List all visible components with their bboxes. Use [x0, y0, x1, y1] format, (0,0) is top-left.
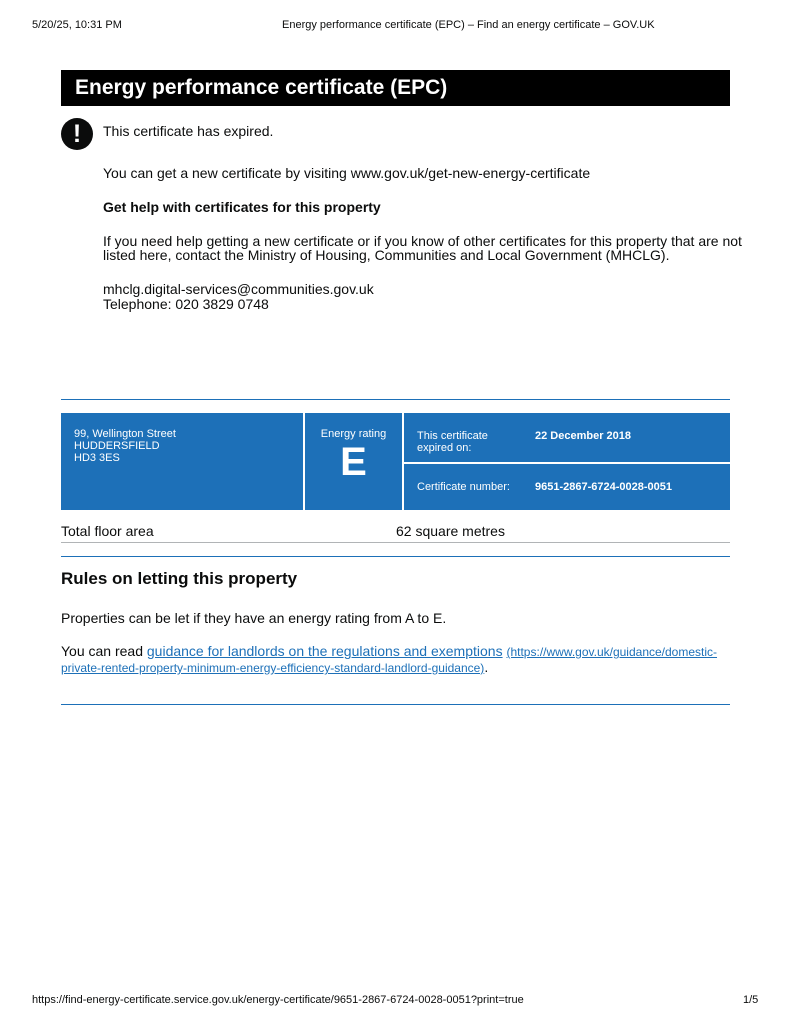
rules-heading: Rules on letting this property: [61, 569, 298, 588]
address-line1: 99, Wellington Street: [74, 428, 176, 440]
address-panel: [61, 413, 303, 510]
address-line2: HUDDERSFIELD: [74, 440, 160, 452]
floor-area-value: 62 square metres: [396, 523, 505, 539]
guidance-url-line2: [61, 659, 488, 677]
guidance-prefix: You can read: [61, 643, 147, 659]
guidance-suffix: .: [484, 659, 489, 675]
help-text-line1: If you need help getting a new certificate or if you know of other certificates for this property that are not: [103, 233, 742, 249]
certificate-number-label: Certificate number:: [417, 481, 510, 493]
section-divider: [61, 556, 730, 557]
energy-rating-panel: [305, 413, 402, 510]
print-page-number: 1/5: [743, 994, 759, 1006]
warning-icon: !: [61, 118, 93, 150]
guidance-url-part1[interactable]: (https://www.gov.uk/guidance/domestic-: [506, 645, 718, 659]
section-divider: [61, 399, 730, 400]
guidance-url-part2[interactable]: private-rented-property-minimum-energy-efficiency-standard-landlord-guidance): [61, 661, 485, 675]
energy-rating-label: Energy rating: [320, 428, 387, 440]
contact-telephone: Telephone: 020 3829 0748: [103, 296, 269, 312]
guidance-link[interactable]: guidance for landlords on the regulations and exemptions: [146, 643, 503, 659]
expiry-panel: [404, 413, 730, 462]
print-datetime: 5/20/25, 10:31 PM: [32, 19, 122, 31]
energy-rating-letter: E: [340, 440, 367, 484]
expiry-date: 22 December 2018: [535, 430, 632, 442]
floor-area-label: Total floor area: [61, 523, 154, 539]
print-url: https://find-energy-certificate.service.gov.uk/energy-certificate/9651-2867-6724-0028-0051?print=true: [32, 994, 524, 1006]
floor-area-divider: [61, 542, 730, 543]
certificate-number-panel: [404, 464, 730, 510]
help-text-line2: listed here, contact the Ministry of Housing, Communities and Local Government (MHCLG).: [103, 247, 670, 263]
postcode: HD3 3ES: [74, 452, 120, 464]
print-page-title: Energy performance certificate (EPC) – Find an energy certificate – GOV.UK: [282, 19, 655, 31]
rules-text: Properties can be let if they have an energy rating from A to E.: [61, 610, 447, 626]
contact-email[interactable]: mhclg.digital-services@communities.gov.uk: [103, 281, 374, 297]
expiry-label-line1: This certificate: [417, 430, 488, 442]
expiry-label-line2: expired on:: [417, 442, 472, 454]
new-certificate-text: You can get a new certificate by visiting www.gov.uk/get-new-energy-certificate: [103, 165, 591, 181]
page-title: Energy performance certificate (EPC): [61, 70, 730, 106]
help-heading: Get help with certificates for this property: [103, 199, 381, 215]
certificate-number: 9651-2867-6724-0028-0051: [535, 481, 673, 493]
expired-notice: This certificate has expired.: [103, 123, 274, 139]
section-divider: [61, 704, 730, 705]
